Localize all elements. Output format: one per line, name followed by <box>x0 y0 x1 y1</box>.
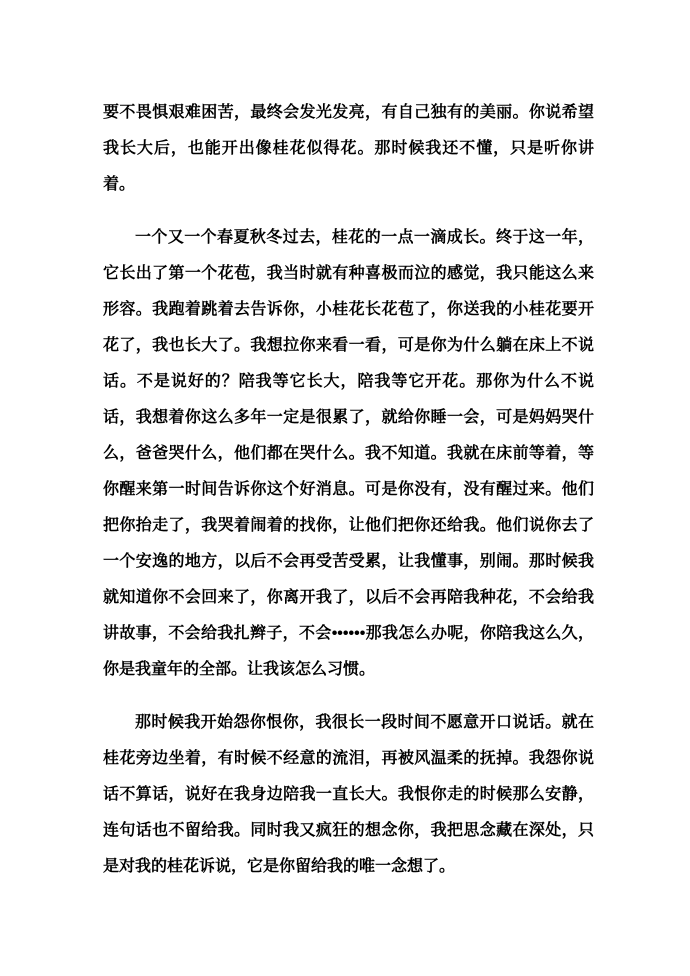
document-text-block <box>103 95 594 885</box>
paragraph-2: 一个又一个春夏秋冬过去，桂花的一点一滴成长。终于这一年，它长出了第一个花苞，我当时就有种喜极而泣的感觉，我只能这么来形容。我跑着跳着去告诉你，小桂花长花苞了，你送我的小桂花要开花了，我也长大了。我想拉你来看一看，可是你为什么躺在床上不说话。不是说好的？陪我等它长大，陪我等它开花。那你为什么不说话，我想着你这么多年一定是很累了，就给你睡一会，可是妈妈哭什么，爸爸哭什么，他们都在哭什么。我不知道。我就在床前等着，等你醒来第一时间告诉你这个好消息。可是你没有，没有醒过来。他们把你抬走了，我哭着闹着的找你，让他们把你还给我。他们说你去了一个安逸的地方，以后不会再受苦受累，让我懂事，别闹。那时候我就知道你不会回来了，你离开我了，以后不会再陪我种花，不会给我讲故事，不会给我扎辫子，不会••••••那我怎么办呢，你陪我这么久，你是我童年的全部。让我该怎么习惯。 <box>103 229 594 678</box>
paragraph-1: 要不畏惧艰难困苦，最终会发光发亮，有自己独有的美丽。你说希望我长大后，也能开出像桂花似得花。那时候我还不懂，只是听你讲着。 <box>103 104 594 193</box>
paragraph-3: 那时候我开始怨你恨你，我很长一段时间不愿意开口说话。就在桂花旁边坐着，有时候不经意的流泪，再被风温柔的抚掉。我怨你说话不算话，说好在我身边陪我一直长大。我恨你走的时候那么安静，连句话也不留给我。同时我又疯狂的想念你，我把思念藏在深处，只是对我的桂花诉说，它是你留给我的唯一念想了。 <box>103 714 594 875</box>
